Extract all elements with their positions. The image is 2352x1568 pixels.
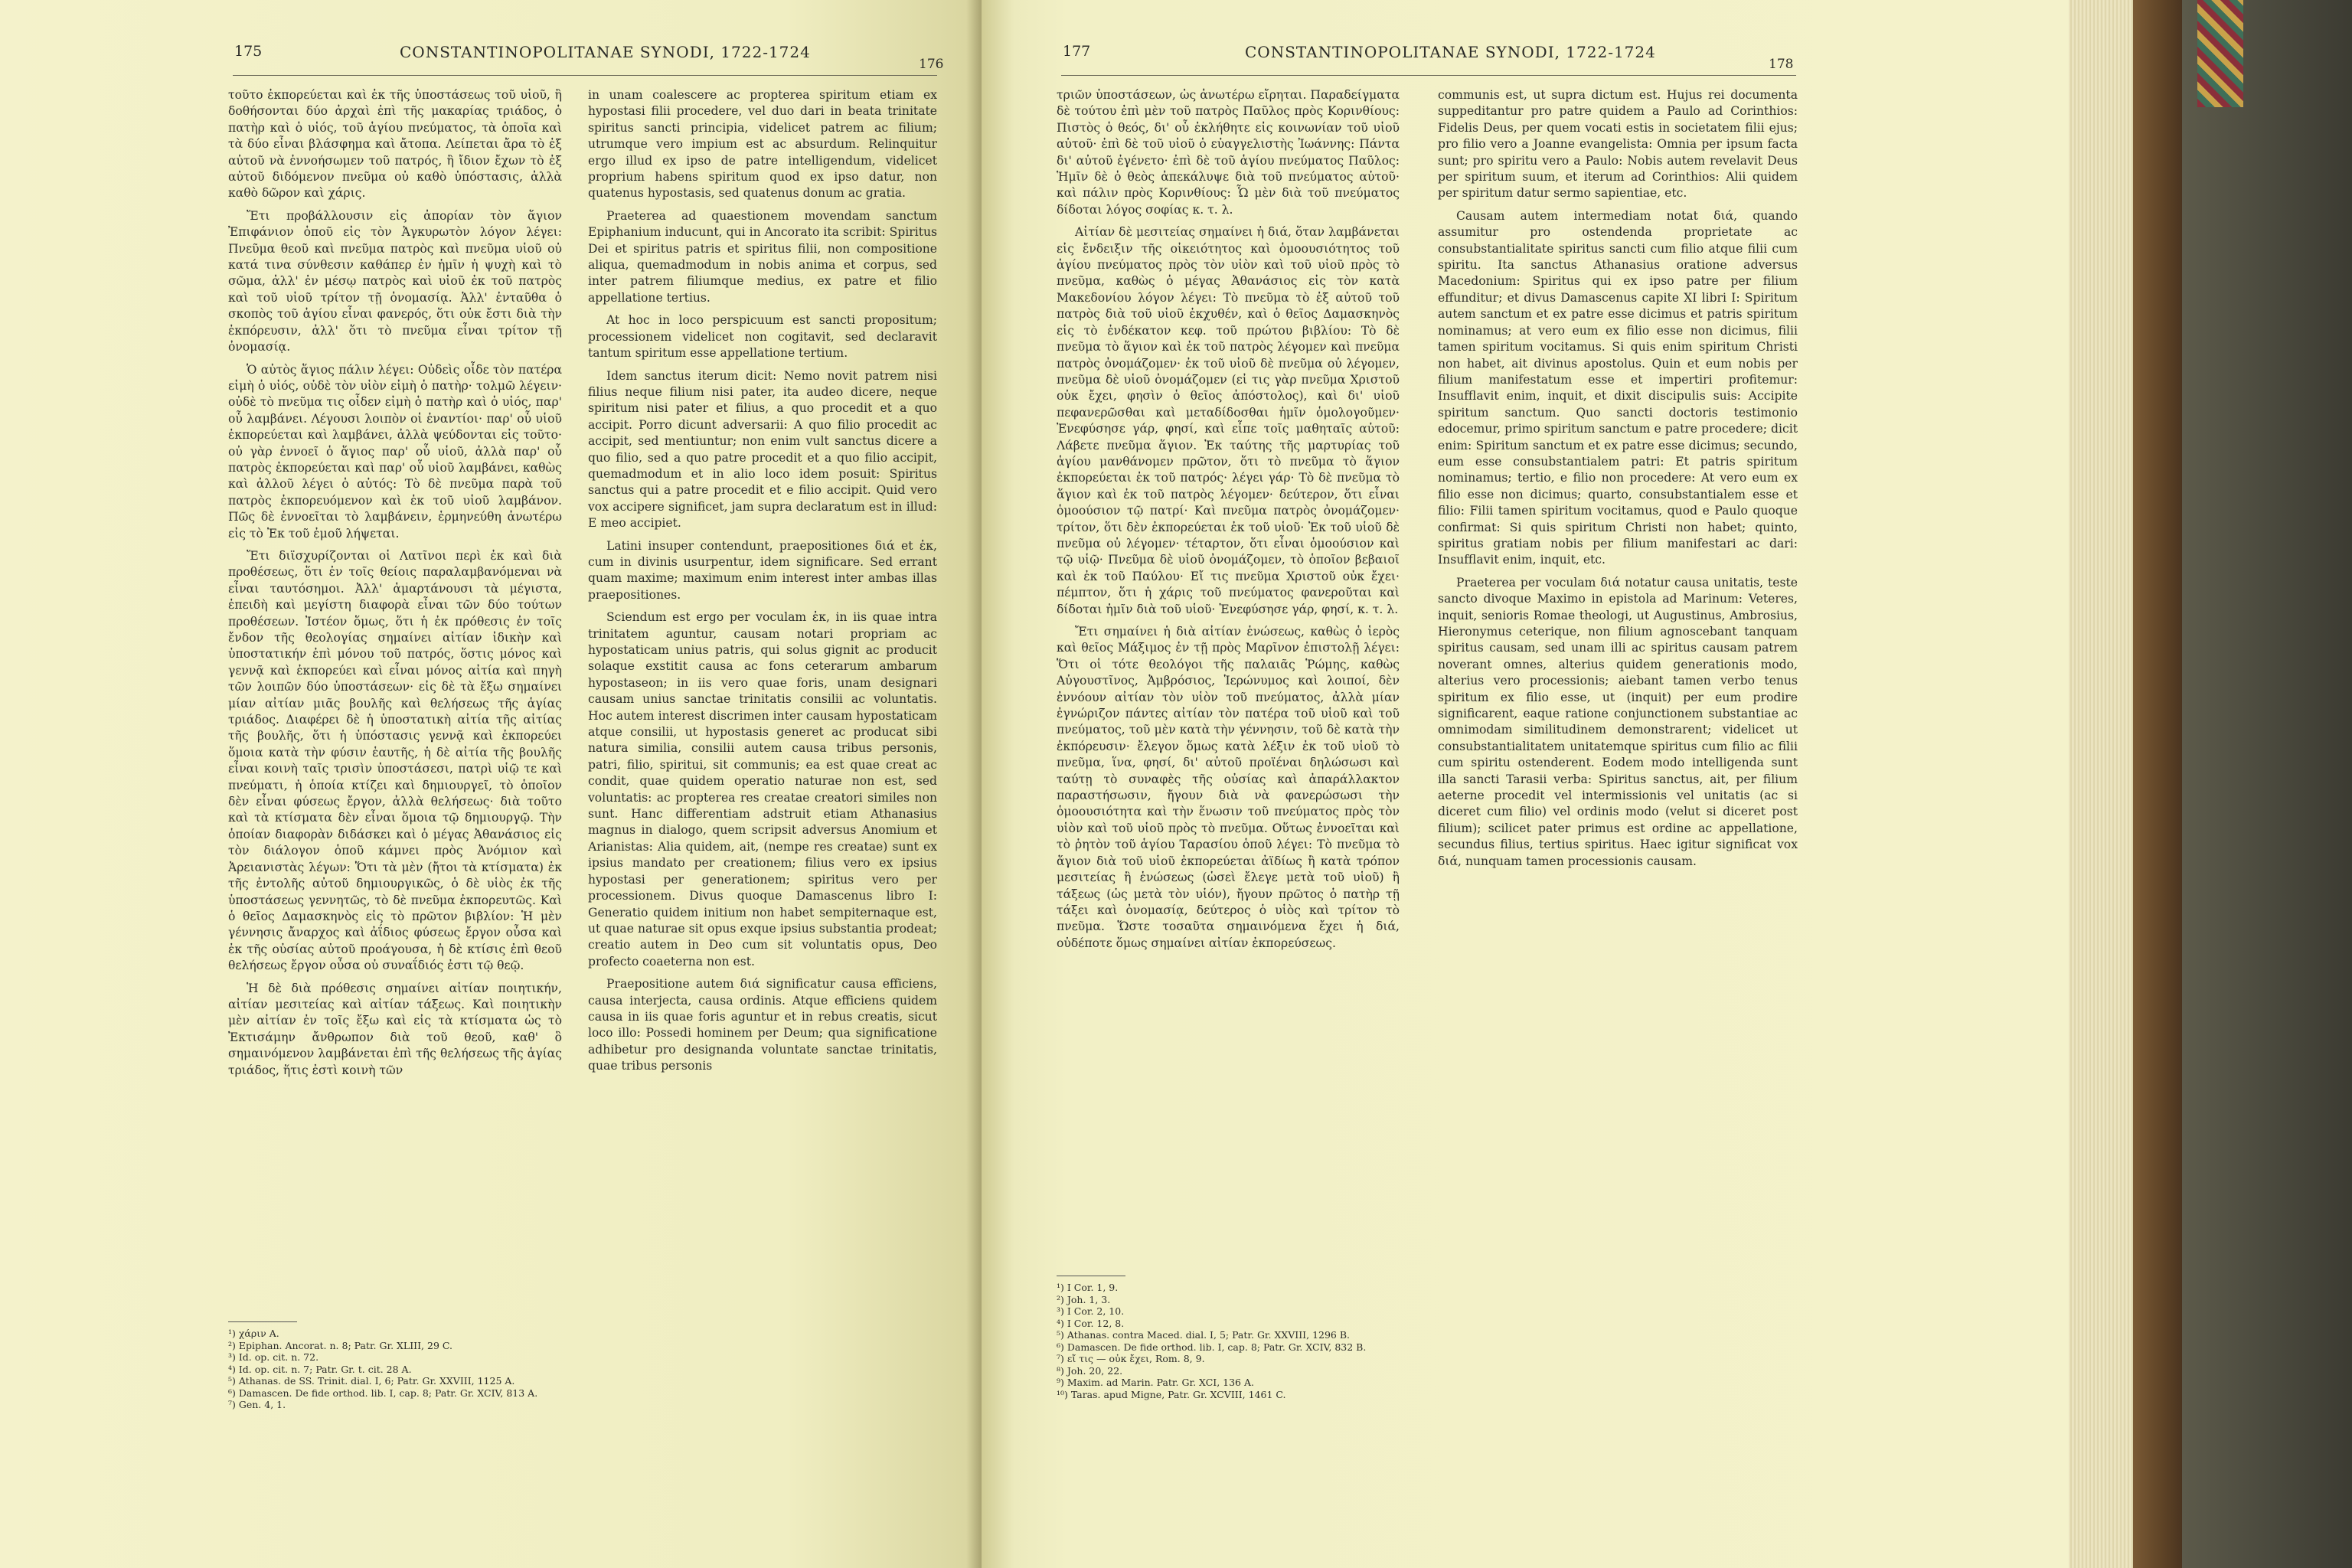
- right-column-number: 178: [1769, 57, 1794, 72]
- book-spine: [2133, 0, 2182, 1568]
- paragraph: Praepositione autem διά significatur causa efficiens, causa interjecta, causa ordinis. Atque efficiens quidem causa in iis quae foris aguntur et in rebus creatis, sicut loco illo: Possedi hominem per Deum; qua significatione adhibetur pro designanda voluntate sanctae trinitatis, quae tribus personis: [588, 977, 937, 1073]
- paragraph: Ἔτι προβάλλουσιν εἰς ἀπορίαν τὸν ἅγιον Ἐπιφάνιον ὁποῦ εἰς τὸν Ἀγκυρωτὸν λόγον λέγει: Πνεῦμα θεοῦ καὶ πνεῦμα πατρὸς καὶ πνεῦμα υἱοῦ οὐ κατά τινα σύνθεσιν καθάπερ ἐν ἡμῖν ἡ ψυχὴ καὶ τὸ σῶμα, ἀλλ' ἐν μέσῳ πατρὸς καὶ υἱοῦ ἐκ τοῦ πατρὸς καὶ τοῦ υἱοῦ τρίτον τῇ ὀνομασίᾳ. Ἀλλ' ἐνταῦθα ὁ σκοπὸς τοῦ ἁγίου εἶναι φανερός, ὅτι οὐκ ἔστι διὰ τὴν ἐκπόρευσιν, ἀλλ' ὅτι τὸ πνεῦμα εἶναι τρίτον τῇ ὀνομασίᾳ.: [228, 208, 562, 354]
- footnote: ¹) χάριν A.: [228, 1328, 279, 1339]
- left-column-number: 176: [919, 57, 944, 72]
- footnote: ⁶) Damascen. De fide orthod. lib. I, cap. 8; Patr. Gr. XCIV, 832 B.: [1057, 1341, 1367, 1353]
- footnote: ⁶) Damascen. De fide orthod. lib. I, cap. 8; Patr. Gr. XCIV, 813 A.: [228, 1387, 538, 1399]
- left-footnotes: [228, 1328, 537, 1411]
- footnote: ⁷) εἴ τις — οὐκ ἔχει, Rom. 8, 9.: [1057, 1353, 1205, 1364]
- left-head-rule: [233, 75, 937, 76]
- right-page: [982, 0, 2069, 1568]
- paragraph: Praeterea ad quaestionem movendam sanctum Epiphanium inducunt, qui in Ancorato ita scribit: Spiritus Dei et spiritus patris et spiritus filii, non compositione aliqua, quemadmodum in nobis anima et corpus, sed inter patrem filiumque medius, ex patre et filio appellatione tertius.: [588, 208, 937, 305]
- left-page-number: 175: [234, 43, 263, 60]
- footnote: ²) Epiphan. Ancorat. n. 8; Patr. Gr. XLIII, 29 C.: [228, 1339, 452, 1351]
- footnote: ²) Joh. 1, 3.: [1057, 1293, 1111, 1305]
- footnote: ⁸) Joh. 20, 22.: [1057, 1364, 1123, 1377]
- left-page: [0, 0, 982, 1568]
- cover-pattern: [2197, 0, 2243, 107]
- left-latin-column: [588, 87, 937, 1081]
- page-edges: [2069, 0, 2133, 1568]
- right-footnotes: [1057, 1282, 1366, 1400]
- right-latin-column: [1438, 87, 1798, 876]
- left-running-head: CONSTANTINOPOLITANAE SYNODI, 1722-1724: [400, 43, 811, 61]
- footnote: ⁴) I Cor. 12, 8.: [1057, 1317, 1125, 1329]
- right-greek-column: [1057, 87, 1400, 958]
- paragraph: Idem sanctus iterum dicit: Nemo novit patrem nisi filius neque filium nisi pater, ita audeo dicere, neque spiritum nisi pater et filius, a quo procedit et a quo accipit. Porro dicunt adversarii: A quo filio procedit ac accipit, sed mentiuntur; non enim vult sanctus dicere a quo filio, sed a quo patre procedit et a quo filio accipit, quemadmodum et in alio loco idem posuit: Spiritus sanctus qui a patre procedit et e filio accipit. Quid vero vox accipere significet, jam supra declaratum est in illud: E meo accipiet.: [588, 368, 937, 531]
- paragraph: communis est, ut supra dictum est. Hujus rei documenta suppeditantur pro patre quidem a Paulo ad Corinthios: Fidelis Deus, per quem vocati estis in societatem filii ejus; pro filio vero a Joanne evangelista: Omnia per ipsum facta sunt; pro spiritu vero a Paulo: Nobis autem revelavit Deus per spiritum suum, et iterum ad Corinthios: Alii quidem per spiritum datur sermo sapientiae, etc.: [1438, 88, 1798, 201]
- paragraph: Causam autem intermediam notat διά, quando assumitur pro ostendenda proprietate ac consubstantialitate spiritus sancti cum filio atque filii cum spiritu. Ita sanctus Athanasius oratione adversus Macedonium: Spiritus qui ex ipso patre per filium effunditur; et divus Damascenus capite XI libri I: Spiritum autem sanctum et ex patre esse dicimus et patris spiritum nominamus; at vero eum ex filio esse non dicimus, filii tamen spiritum vocitamus. Si quis enim spiritum Christi non habet, ait divinus apostolus. Quin et eum nobis per filium manifestatum esse et impertiri profitemur: Insufflavit enim, inquit, et dixit discipulis suis: Accipite spiritum sanctum. Quo sancti doctoris testimonio edocemur, primo spiritum sanctum e patre procedere; dicit enim: Spiritum sanctum et ex patre esse dicimus; secundo, eum esse consubstantialem patri: Et patris spiritum nominamus; tertio, e filio non procedere: At vero eum ex filio esse non dicimus; quarto, consubstantialem esse et filio: Filii tamen spiritum vocitamus, quod e Paulo quoque confirmat: Si quis spiritum Christi non habet; quinto, spiritus gratiam nobis per filium manifestari ac dari: Insufflavit enim, inquit, etc.: [1438, 208, 1798, 567]
- footnote: ⁵) Athanas. de SS. Trinit. dial. I, 6; Patr. Gr. XXVIII, 1125 A.: [228, 1375, 515, 1387]
- footnote: ⁴) Id. op. cit. n. 7; Patr. Gr. t. cit. 28 A.: [228, 1363, 412, 1375]
- left-footnote-rule: [228, 1321, 297, 1322]
- paragraph: Ἔτι σημαίνει ἡ διὰ αἰτίαν ἑνώσεως, καθὼς ὁ ἱερὸς καὶ θεῖος Μάξιμος ἐν τῇ πρὸς Μαρῖνον ἐπιστολῇ λέγει: Ὅτι οἱ τότε θεολόγοι τῆς παλαιᾶς Ῥώμης, καθὼς Αὐγουστῖνος, Ἀμβρόσιος, Ἱερώνυμος καὶ λοιποί, δὲν ἐννόουν αἰτίαν τὸν υἱὸν τοῦ πνεύματος, ἀλλὰ μίαν ἐγνώριζον πάντες αἰτίαν τὸν πατέρα τοῦ υἱοῦ καὶ τοῦ πνεύματος, τοῦ μὲν κατὰ τὴν γέννησιν, τοῦ δὲ κατὰ τὴν ἐκπόρευσιν· ἔλεγον ὅμως κατὰ λέξιν ἐκ τοῦ υἱοῦ τὸ πνεῦμα, ἵνα, φησί, δι' αὐτοῦ προϊέναι δηλώσωσι καὶ ταύτῃ τὸ συναφὲς τῆς οὐσίας καὶ ἀπαράλλακτον παραστήσωσιν, ἤγουν διὰ νὰ φανερώσωσι τὴν ὁμοουσιότητα καὶ τὴν ἕνωσιν τοῦ πνεύματος πρὸς τὸν υἱὸν καὶ τοῦ υἱοῦ πρὸς τὸ πνεῦμα. Οὕτως ἐννοεῖται καὶ τὸ ῥητὸν τοῦ ἁγίου Ταρασίου ὁποῦ λέγει: Τὸ πνεῦμα τὸ ἅγιον διὰ τοῦ υἱοῦ ἐκπορεύεται ἀϊδίως ἢ κατὰ τρόπον μεσιτείας ἢ ἑνώσεως (ὡσεὶ ἔλεγε μετὰ τοῦ υἱοῦ) ἢ τάξεως (ὡς μετὰ τὸν υἱόν), ἤγουν πρῶτος ὁ πατὴρ τῇ τάξει καὶ ὀνομασίᾳ, δεύτερος ὁ υἱὸς καὶ τρίτον τὸ πνεῦμα. Ὥστε τοσαῦτα σημαινόμενα ἔχει ἡ διά, οὐδέποτε ὅμως σημαίνει αἰτίαν ἐκπορεύσεως.: [1057, 625, 1400, 950]
- footnote: ⁹) Maxim. ad Marin. Patr. Gr. XCI, 136 A.: [1057, 1377, 1254, 1388]
- right-head-rule: [1061, 75, 1796, 76]
- paragraph: Latini insuper contendunt, praepositiones διά et ἐκ, cum in divinis usurpentur, idem significare. Sed errant quam maxime; maximum enim interest inter ambas illas praepositiones.: [588, 538, 937, 602]
- footnote: ¹) I Cor. 1, 9.: [1057, 1282, 1119, 1293]
- paragraph: Αἰτίαν δὲ μεσιτείας σημαίνει ἡ διά, ὅταν λαμβάνεται εἰς ἔνδειξιν τῆς οἰκειότητος καὶ ὁμοουσιότητος τοῦ ἁγίου πνεύματος πρὸς τὸν υἱὸν καὶ τοῦ υἱοῦ πρὸς τὸ πνεῦμα, καθὼς ὁ μέγας Ἀθανάσιος εἰς τὸν κατὰ Μακεδονίου λόγον λέγει: Τὸ πνεῦμα τὸ ἐξ αὐτοῦ τοῦ πατρὸς διὰ τοῦ υἱοῦ ἐκχυθέν, καὶ ὁ θεῖος Δαμασκηνὸς εἰς τὸ ἐνδέκατον κεφ. τοῦ πρώτου βιβλίου: Τὸ δὲ πνεῦμα τὸ ἅγιον καὶ ἐκ τοῦ πατρὸς λέγομεν καὶ πνεῦμα πατρὸς ὀνομάζομεν· ἐκ τοῦ υἱοῦ δὲ πνεῦμα οὐ λέγομεν, πνεῦμα δὲ υἱοῦ ὀνομάζομεν (εἰ τις γὰρ πνεῦμα Χριστοῦ οὐκ ἔχει, φησὶν ὁ θεῖος ἀπόστολος), καὶ δι' υἱοῦ πεφανερῶσθαι καὶ μεταδίδοσθαι ἡμῖν ὁμολογοῦμεν· Ἐνεφύσησε γάρ, φησί, καὶ εἶπε τοῖς μαθηταῖς αὐτοῦ: Λάβετε πνεῦμα ἅγιον. Ἐκ ταύτης τῆς μαρτυρίας τοῦ ἁγίου μανθάνομεν πρῶτον, ὅτι τὸ πνεῦμα τὸ ἅγιον ἐκπορεύεται ἐκ τοῦ πατρός· λέγει γάρ· Τὸ δὲ πνεῦμα τὸ ἅγιον καὶ ἐκ τοῦ πατρὸς λέγομεν· δεύτερον, ὅτι εἶναι ὁμοούσιον τῷ πατρί· Καὶ πνεῦμα πατρὸς ὀνομάζομεν· τρίτον, ὅτι δὲν ἐκπορεύεται ἐκ τοῦ υἱοῦ· Ἐκ τοῦ υἱοῦ δὲ πνεῦμα οὐ λέγομεν· τέταρτον, ὅτι εἶναι ὁμοούσιον καὶ τῷ υἱῷ· Πνεῦμα δὲ υἱοῦ ὀνομάζομεν, τὸ ὁποῖον βεβαιοῖ καὶ ἐκ τοῦ Παύλου· Εἴ τις πνεῦμα Χριστοῦ οὐκ ἔχει· πέμπτον, ὅτι ἡ χάρις τοῦ πνεύματος φανεροῦται καὶ δίδοται ἡμῖν διὰ τοῦ υἱοῦ· Ἐνεφύσησε γάρ, φησί, κ. τ. λ.: [1057, 225, 1400, 616]
- right-page-number: 177: [1063, 43, 1091, 60]
- paragraph: Sciendum est ergo per voculam ἐκ, in iis quae intra trinitatem aguntur, causam notari propriam ac hypostaticam unius patris, qui solus gignit ac producit solaque exstitit causa ac fons ceterarum ambarum hypostaseon; in iis vero quae foris, unam designari causam unius sanctae trinitatis consilii ac voluntatis. Hoc autem interest discrimen inter causam hypostaticam atque consilii, ut hypostasis generet ac producat sibi natura similia, consilii autem causa tribus personis, patri, filio, spiritui, sit communis; ea est quae creat ac condit, quae quidem operatio naturae non est, sed voluntatis: ac propterea res creatae creatori similes non sunt. Hanc differentiam adstruit etiam Athanasius magnus in dialogo, quem scripsit adversus Anomium et Arianistas: Alia quidem, ait, (nempe res creatae) sunt ex ipsius mandato per creationem; filius vero ex ipsius hypostasi per generationem; spiritus vero per processionem. Divus quoque Damascenus libro I: Generatio quidem initium non habet sempiternaque est, ut quae naturae sit opus exque ipsius substantia prodeat; creatio autem in Deo cum sit voluntatis opus, Deo profecto coaeterna non est.: [588, 610, 937, 969]
- right-running-head: CONSTANTINOPOLITANAE SYNODI, 1722-1724: [1245, 43, 1656, 61]
- book-cover: [2182, 0, 2352, 1568]
- left-greek-column: [228, 87, 562, 1085]
- footnote: ⁷) Gen. 4, 1.: [228, 1399, 286, 1410]
- footnote: ⁵) Athanas. contra Maced. dial. I, 5; Patr. Gr. XXVIII, 1296 B.: [1057, 1329, 1351, 1341]
- paragraph: τριῶν ὑποστάσεων, ὡς ἀνωτέρω εἴρηται. Παραδείγματα δὲ τούτου ἐπὶ μὲν τοῦ πατρὸς Παῦλος πρὸς Κορινθίους: Πιστὸς ὁ θεός, δι' οὗ ἐκλήθητε εἰς κοινωνίαν τοῦ υἱοῦ αὐτοῦ· ἐπὶ δὲ τοῦ υἱοῦ ὁ εὐαγγελιστὴς Ἰωάννης: Πάντα δι' αὐτοῦ ἐγένετο· ἐπὶ δὲ τοῦ ἁγίου πνεύματος Παῦλος: Ἡμῖν δὲ ὁ θεὸς ἀπεκάλυψε διὰ τοῦ πνεύματος αὐτοῦ· καὶ πάλιν πρὸς Κορινθίους: Ὧ μὲν διὰ τοῦ πνεύματος δίδοται λόγος σοφίας κ. τ. λ.: [1057, 88, 1400, 217]
- footnote: ¹⁰) Taras. apud Migne, Patr. Gr. XCVIII, 1461 C.: [1057, 1388, 1286, 1400]
- footnote: ³) I Cor. 2, 10.: [1057, 1305, 1125, 1317]
- footnote: ³) Id. op. cit. n. 72.: [228, 1351, 319, 1363]
- paragraph: Ἔτι διϊσχυρίζονται οἱ Λατῖνοι περὶ ἐκ καὶ διὰ προθέσεως, ὅτι ἐν τοῖς θείοις παραλαμβανόμεναι νὰ εἶναι ταυτόσημοι. Ἀλλ' ἁμαρτάνουσι τὰ μέγιστα, ἐπειδὴ καὶ μεγίστη διαφορὰ εἶναι τῶν δύο τούτων προθέσεων. Ἰστέον ὅμως, ὅτι ἡ ἐκ πρόθεσις ἐν τοῖς ἔνδον τῆς θεολογίας σημαίνει αἰτίαν ἰδικὴν καὶ ὑποστατικήν ἐπὶ μόνου τοῦ πατρός, ὅστις μόνος καὶ γεννᾷ καὶ ἐκπορεύει καὶ εἶναι μόνος αἰτία καὶ πηγὴ τῶν λοιπῶν δύο ὑποστάσεων· εἰς δὲ τὰ ἔξω σημαίνει μίαν αἰτίαν μιᾶς βουλῆς καὶ θελήσεως τῆς ἁγίας τριάδος. Διαφέρει δὲ ἡ ὑποστατικὴ αἰτία τῆς αἰτίας τῆς βουλῆς, ὅτι ἡ ὑπόστασις γεννᾷ καὶ ἐκπορεύει ὅμοια κατὰ τὴν φύσιν ἑαυτῆς, ἡ δὲ αἰτία τῆς βουλῆς εἶναι κοινὴ ταῖς τρισὶν ὑποστάσεσι, πατρὶ υἱῷ τε καὶ πνεύματι, ἡ ὁποία κτίζει καὶ δημιουργεῖ, τὸ ὁποῖον δὲν εἶναι φύσεως ἔργον, ἀλλὰ θελήσεως· διὰ τοῦτο καὶ τὰ κτίσματα δὲν εἶναι ὅμοια τῷ δημιουργῷ. Τὴν ὁποίαν διαφορὰν διδάσκει καὶ ὁ μέγας Ἀθανάσιος εἰς τὸν διάλογον ὁποῦ κάμνει πρὸς Ἀνόμιον καὶ Ἀρειανιστὰς λέγων: Ὅτι τὰ μὲν (ἤτοι τὰ κτίσματα) ἐκ τῆς ἐντολῆς αὐτοῦ δημιουργικῶς, ὁ δὲ υἱὸς ἐκ τῆς ὑποστάσεως γεννητῶς, τὸ δὲ πνεῦμα ἐκπορευτῶς. Καὶ ὁ θεῖος Δαμασκηνὸς εἰς τὸ πρῶτον βιβλίον: Ἡ μὲν γέννησις ἄναρχος καὶ ἀΐδιος φύσεως ἔργον οὖσα καὶ ἐκ τῆς οὐσίας αὐτοῦ προάγουσα, ἡ δὲ κτίσις ἐπὶ θεοῦ θελήσεως ἔργον οὖσα οὐ συναΐδιός ἐστι τῷ θεῷ.: [228, 548, 562, 973]
- paragraph: At hoc in loco perspicuum est sancti propositum; processionem videlicet non cogitavit, sed declaravit tantum spiritum esse appellatione tertium.: [588, 313, 937, 361]
- paragraph: τοῦτο ἐκπορεύεται καὶ ἐκ τῆς ὑποστάσεως τοῦ υἱοῦ, ἢ δοθήσονται δύο ἀρχαὶ ἐπὶ τῆς μακαρίας τριάδος, ὁ πατὴρ καὶ ὁ υἱός, τοῦ ἁγίου πνεύματος, τὰ ὁποῖα καὶ τὰ δύο εἶναι βλάσφημα καὶ ἄτοπα. Λείπεται ἄρα τὸ ἐξ αὐτοῦ νὰ ἐννοήσωμεν τοῦ πατρός, ἢ ἴδιον ἔχων τὸ ἐξ αὐτοῦ διδόμενον πνεῦμα οὐ καθὸ ὑπόστασις, ἀλλὰ καθὸ δῶρον καὶ χάρις.: [228, 88, 562, 201]
- paragraph: in unam coalescere ac propterea spiritum etiam ex hypostasi filii procedere, vel duo dari in beata trinitate spiritus sancti principia, videlicet patrem ac filium; utrumque vero impium est ac absurdum. Relinquitur ergo illud ex ipso de patre intelligendum, videlicet proprium habens spiritum quod ex ipso datur, non quatenus hypostasis, sed quatenus donum ac gratia.: [588, 88, 937, 201]
- paragraph: Ἡ δὲ διὰ πρόθεσις σημαίνει αἰτίαν ποιητικήν, αἰτίαν μεσιτείας καὶ αἰτίαν τάξεως. Καὶ ποιητικὴν μὲν αἰτίαν ἐν τοῖς ἔξω καὶ εἰς τὰ κτίσματα ὡς τὸ Ἐκτισάμην ἄνθρωπον διὰ τοῦ θεοῦ, καθ' ὃ σημαινόμενον λαμβάνεται ἐπὶ τῆς θελήσεως τῆς ἁγίας τριάδος, ἥτις ἐστὶ κοινὴ τῶν: [228, 981, 562, 1077]
- paragraph: Praeterea per voculam διά notatur causa unitatis, teste sancto divoque Maximo in epistola ad Marinum: Veteres, inquit, senioris Romae theologi, ut Augustinus, Ambrosius, Hieronymus ceterique, non filium agnoscebant tanquam spiritus causam, sed unam illi ac spiritus causam patrem noverant omnes, alterius quidem generationis modo, alterius vero processionis; aiebant tamen verbo tenus spiritum ex filio esse, ut (inquit) per eum prodire significarent, eaque ratione conjunctionem substantiae ac omnimodam similitudinem demonstrarent; videlicet ut consubstantialitatem unitatemque spiritus cum filio ac filii cum spiritu ostenderent. Eodem modo intelligenda sunt illa sancti Tarasii verba: Spiritus sanctus, ait, per filium aeterne procedit vel intermissionis vel unitatis (ac si diceret cum filio) vel ordinis modo (velut si diceret post filium); scilicet pater primus est ordine ac appellatione, secundus filius, tertius spiritus. Haec igitur significat vox διά, nunquam tamen processionis causam.: [1438, 575, 1798, 868]
- paragraph: Ὁ αὐτὸς ἅγιος πάλιν λέγει: Οὐδεὶς οἶδε τὸν πατέρα εἰμὴ ὁ υἱός, οὐδὲ τὸν υἱὸν εἰμὴ ὁ πατὴρ· τολμῶ λέγειν· οὐδὲ τὸ πνεῦμα τις οἶδεν εἰμὴ ὁ πατὴρ καὶ ὁ υἱός, παρ' οὗ λαμβάνει. Λέγουσι λοιπὸν οἱ ἐναντίοι· παρ' οὗ υἱοῦ ἐκπορεύεται καὶ λαμβάνει, ἀλλὰ ψεύδονται εἰς τοῦτο· οὐ γὰρ ἐννοεῖ ὁ ἅγιος παρ' οὗ υἱοῦ, ἀλλὰ παρ' οὗ πατρὸς ἐκπορεύεται καὶ παρ' οὗ υἱοῦ λαμβάνει, καθὼς καὶ ἀλλοῦ λέγει ὁ αὐτός: Τὸ δὲ πνεῦμα παρὰ τοῦ πατρὸς ἐκπορευόμενον καὶ ἐκ τοῦ υἱοῦ λαμβάνον. Πῶς δὲ ἐννοεῖται τὸ λαμβάνειν, ἑρμηνεύθη ἀνωτέρω εἰς τὸ Ἐκ τοῦ ἐμοῦ λήψεται.: [228, 362, 562, 541]
